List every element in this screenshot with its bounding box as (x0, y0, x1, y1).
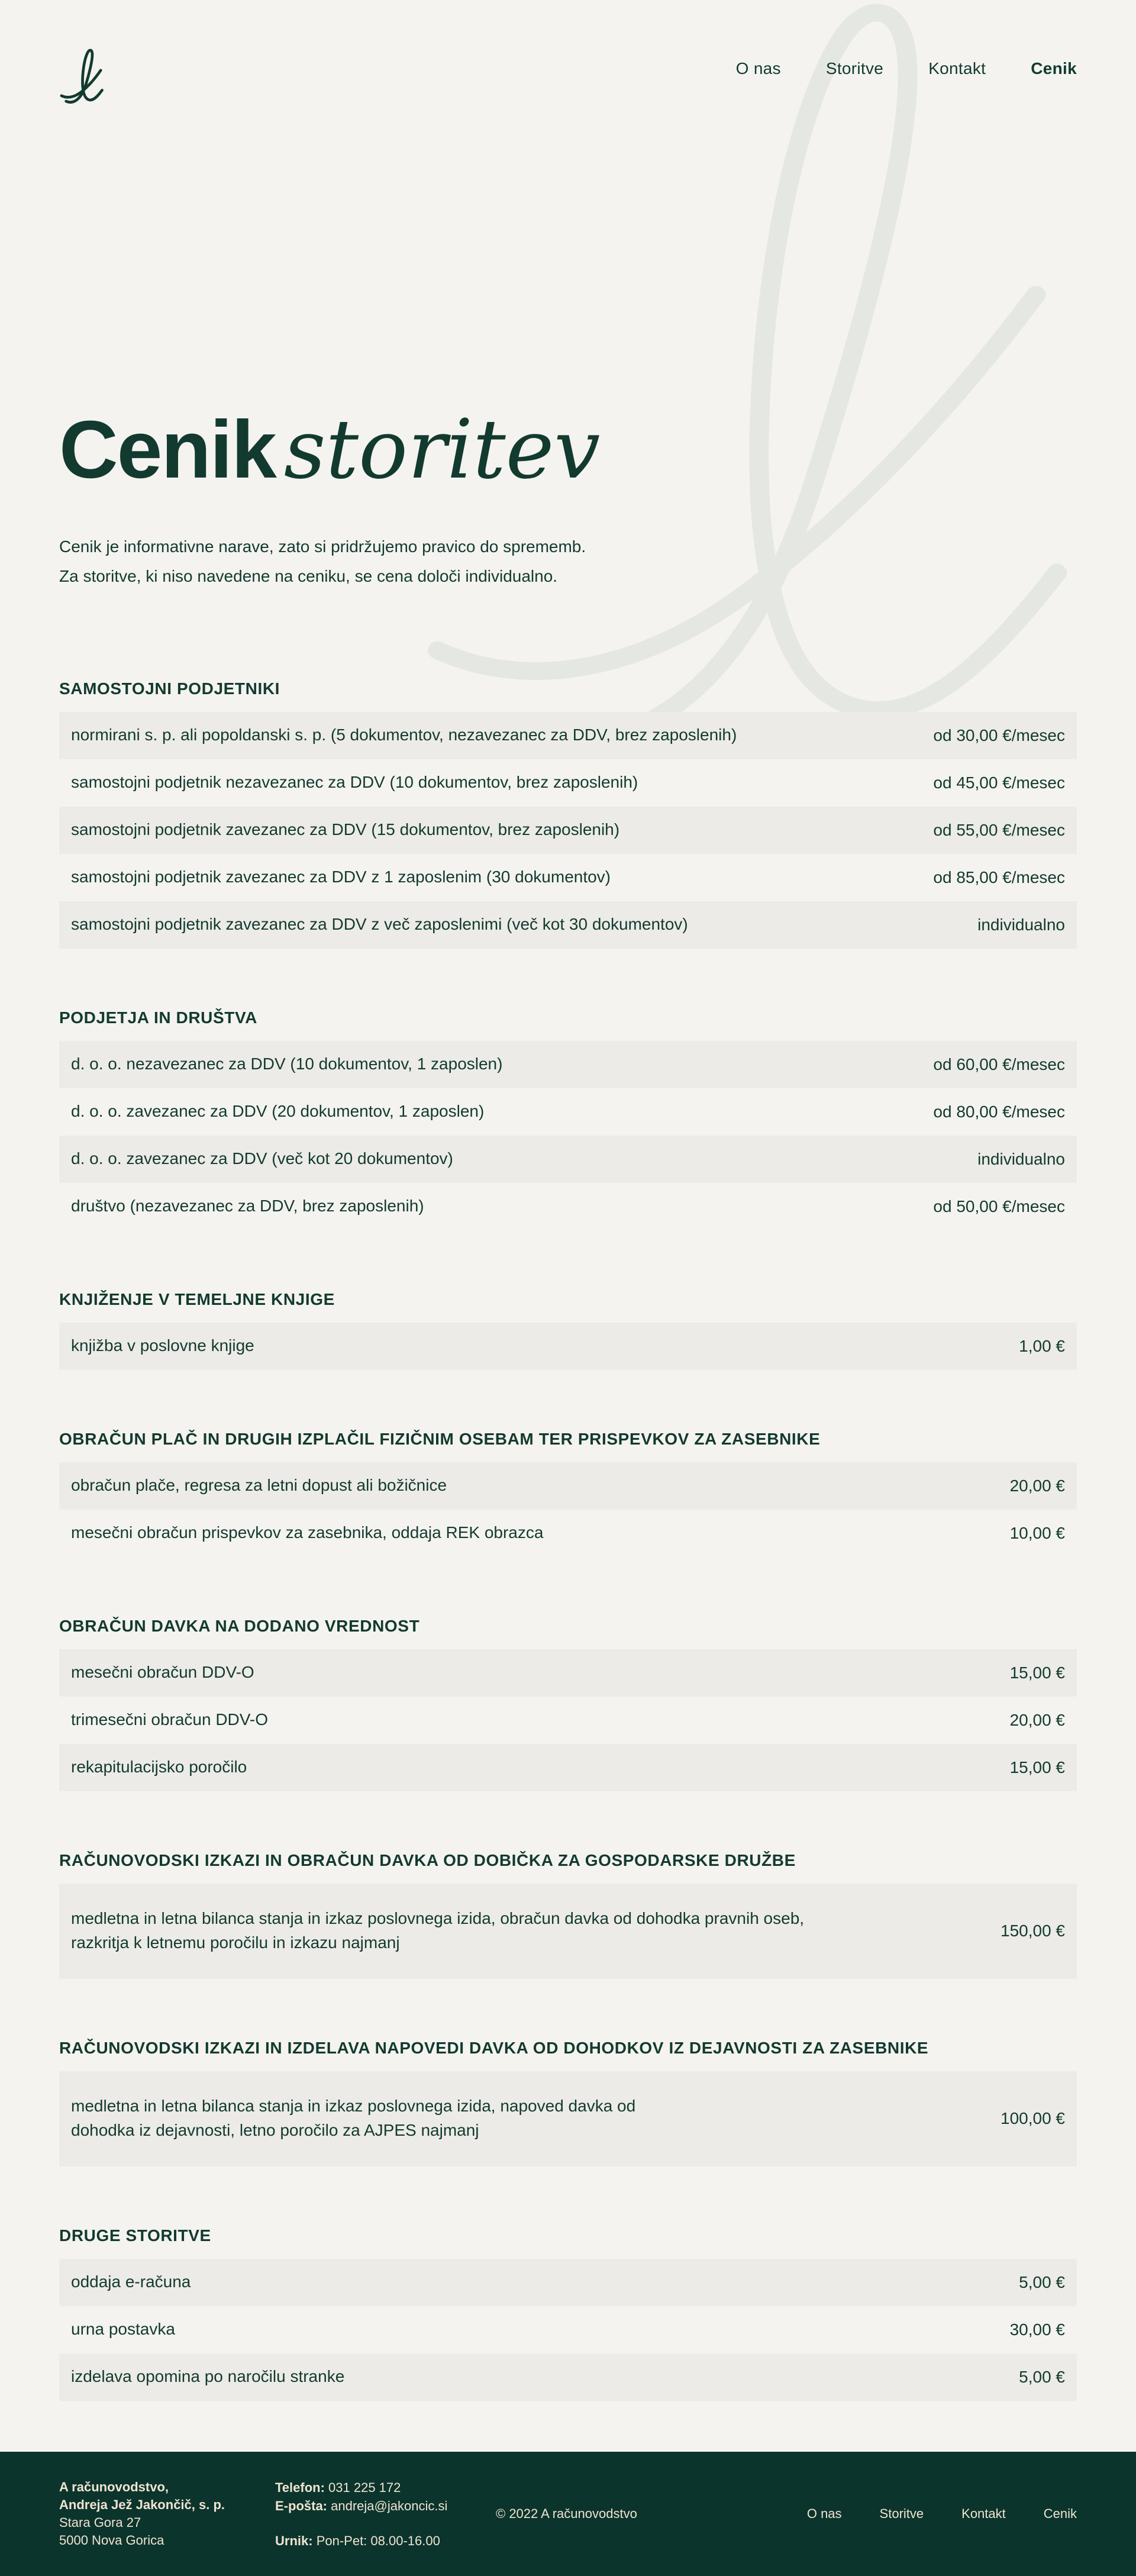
service-price: 20,00 € (1009, 1476, 1065, 1495)
contact-email (275, 2497, 496, 2515)
footer-nav-cenik[interactable]: Cenik (1043, 2506, 1077, 2521)
service-label: mesečni obračun prispevkov za zasebnika, oddaja REK obrazca (71, 1523, 544, 1542)
service-label: medletna in letna bilanca stanja in izkaz poslovnega izida, napoved davka od dohodka iz dejavnosti, letno poročilo za AJPES najmanj (71, 2097, 636, 2140)
page-title (59, 402, 1077, 497)
section-title: OBRAČUN DAVKA NA DODANO VREDNOST (59, 1616, 420, 1635)
price-row (59, 1697, 1077, 1744)
price-row (59, 1744, 1077, 1791)
service-label: urna postavka (71, 2320, 175, 2339)
section-title: RAČUNOVODSKI IZKAZI IN IZDELAVA NAPOVEDI DAVKA OD DOHODKOV IZ DEJAVNOSTI ZA ZASEBNIKE (59, 2038, 929, 2057)
footer-contact (275, 2478, 496, 2550)
service-label: samostojni podjetnik zavezanec za DDV (15 dokumentov, brez zaposlenih) (71, 820, 620, 839)
service-label: samostojni podjetnik zavezanec za DDV z 1 zaposlenim (30 dokumentov) (71, 868, 611, 886)
price-row (59, 854, 1077, 901)
section-obracun-ddv (59, 1616, 1077, 1791)
service-price: 20,00 € (1009, 1710, 1065, 1729)
section-title: OBRAČUN PLAČ IN DRUGIH IZPLAČIL FIZIČNIM OSEBAM TER PRISPEVKOV ZA ZASEBNIKE (59, 1429, 821, 1448)
site-header (0, 0, 1136, 111)
page-title-italic: storitev (283, 402, 601, 497)
service-price: od 85,00 €/mesec (933, 868, 1065, 886)
service-price: 15,00 € (1009, 1758, 1065, 1777)
section-druge-storitve (59, 2226, 1077, 2401)
service-price: 5,00 € (1019, 2367, 1065, 2386)
service-price: od 60,00 €/mesec (933, 1055, 1065, 1073)
site-footer (0, 2452, 1136, 2576)
price-row (59, 1510, 1077, 1557)
price-row (59, 2259, 1077, 2306)
section-title: SAMOSTOJNI PODJETNIKI (59, 679, 280, 698)
pricing-table (59, 1884, 1077, 1979)
service-price: od 45,00 €/mesec (933, 773, 1065, 792)
section-samostojni-podjetniki (59, 679, 1077, 949)
section-title: PODJETJA IN DRUŠTVA (59, 1008, 257, 1027)
main-nav (736, 59, 1077, 78)
section-izkazi-zasebniki (59, 2038, 1077, 2166)
service-price: 100,00 € (1001, 2109, 1065, 2128)
service-label: mesečni obračun DDV-O (71, 1663, 254, 1682)
phone-value: 031 225 172 (328, 2480, 401, 2495)
pricing-tables (59, 679, 1077, 2401)
phone-label: Telefon: (275, 2480, 325, 2495)
service-price: 5,00 € (1019, 2272, 1065, 2291)
pricing-table (59, 1649, 1077, 1791)
price-row (59, 1088, 1077, 1136)
brand-logo-script-a-icon[interactable] (59, 41, 105, 111)
service-price: 1,00 € (1019, 1336, 1065, 1355)
page-subtitle (59, 532, 1077, 591)
pricing-table (59, 2259, 1077, 2401)
contact-hours (275, 2532, 496, 2550)
subtitle-line-2: Za storitve, ki niso navedene na ceniku, se cena določi individualno. (59, 566, 558, 585)
service-label: d. o. o. zavezanec za DDV (več kot 20 dokumentov) (71, 1149, 453, 1168)
nav-item-storitve[interactable]: Storitve (825, 59, 884, 78)
hours-value: Pon-Pet: 08.00-16.00 (316, 2533, 440, 2548)
service-price: individualno (977, 1149, 1065, 1168)
service-price: 30,00 € (1009, 2320, 1065, 2339)
service-price: 15,00 € (1009, 1663, 1065, 1682)
price-row (59, 759, 1077, 807)
footer-nav-o-nas[interactable]: O nas (806, 2506, 842, 2521)
service-price: od 55,00 €/mesec (933, 820, 1065, 839)
section-title: DRUGE STORITVE (59, 2226, 211, 2245)
service-label: normirani s. p. ali popoldanski s. p. (5 dokumentov, nezavezanec za DDV, brez zaposlenih) (71, 726, 737, 744)
service-label: obračun plače, regresa za letni dopust ali božičnice (71, 1476, 447, 1495)
price-row (59, 2353, 1077, 2401)
company-street: Stara Gora 27 (59, 2515, 141, 2530)
section-podjetja-in-drustva (59, 1008, 1077, 1230)
price-row (59, 2306, 1077, 2353)
page-title-bold: Cenik (59, 404, 276, 495)
copyright-text: © 2022 A računovodstvo (496, 2506, 637, 2521)
company-city: 5000 Nova Gorica (59, 2533, 164, 2548)
price-row (59, 1649, 1077, 1697)
service-price: od 80,00 €/mesec (933, 1102, 1065, 1121)
pricing-table (59, 712, 1077, 949)
service-price: od 30,00 €/mesec (933, 726, 1065, 744)
service-price: od 50,00 €/mesec (933, 1197, 1065, 1216)
service-label: oddaja e-računa (71, 2272, 191, 2291)
footer-nav (807, 2506, 1077, 2522)
pricing-table (59, 1462, 1077, 1557)
section-title: RAČUNOVODSKI IZKAZI IN OBRAČUN DAVKA OD DOBIČKA ZA GOSPODARSKE DRUŽBE (59, 1850, 796, 1869)
price-row (59, 1136, 1077, 1183)
service-label: društvo (nezavezanec za DDV, brez zaposlenih) (71, 1197, 424, 1216)
service-price: 150,00 € (1001, 1921, 1065, 1940)
company-name-line-1: A računovodstvo, (59, 2480, 169, 2494)
company-name-line-2: Andreja Jež Jakončič, s. p. (59, 2497, 225, 2512)
service-label: rekapitulacijsko poročilo (71, 1758, 247, 1777)
pricing-table (59, 2071, 1077, 2166)
service-label: d. o. o. nezavezanec za DDV (10 dokumentov, 1 zaposlen) (71, 1055, 503, 1073)
nav-item-cenik[interactable]: Cenik (1031, 59, 1077, 78)
footer-company-address (59, 2478, 275, 2549)
price-row (59, 1462, 1077, 1510)
email-link[interactable]: andreja@jakoncic.si (331, 2498, 448, 2513)
pricing-table (59, 1041, 1077, 1230)
price-row (59, 1041, 1077, 1088)
service-label: trimesečni obračun DDV-O (71, 1710, 269, 1729)
section-knjizenje (59, 1289, 1077, 1370)
nav-item-kontakt[interactable]: Kontakt (928, 59, 986, 78)
nav-item-o-nas[interactable]: O nas (735, 59, 781, 78)
footer-nav-storitve[interactable]: Storitve (879, 2506, 924, 2521)
service-label: knjižba v poslovne knjige (71, 1336, 254, 1355)
price-row (59, 807, 1077, 854)
email-label: E-pošta: (275, 2498, 327, 2513)
price-row (59, 901, 1077, 949)
hero (59, 111, 1077, 591)
price-row (59, 2071, 1077, 2166)
section-obracun-plac (59, 1429, 1077, 1557)
pricing-table (59, 1323, 1077, 1370)
price-row (59, 712, 1077, 759)
service-label: izdelava opomina po naročilu stranke (71, 2367, 345, 2386)
section-title: KNJIŽENJE V TEMELJNE KNJIGE (59, 1289, 335, 1308)
section-izkazi-gospodarske-druzbe (59, 1850, 1077, 1979)
service-label: samostojni podjetnik nezavezanec za DDV (10 dokumentov, brez zaposlenih) (71, 773, 638, 792)
service-price: 10,00 € (1009, 1523, 1065, 1542)
hours-label: Urnik: (275, 2533, 313, 2548)
contact-phone (275, 2478, 496, 2497)
price-row (59, 1183, 1077, 1230)
price-row (59, 1323, 1077, 1370)
service-label: medletna in letna bilanca stanja in izkaz poslovnega izida, obračun davka od dohodka pravnih oseb, razkritja k letnemu poročilu in izkazu najmanj (71, 1909, 805, 1952)
price-row (59, 1884, 1077, 1979)
service-label: d. o. o. zavezanec za DDV (20 dokumentov, 1 zaposlen) (71, 1102, 485, 1121)
footer-nav-kontakt[interactable]: Kontakt (961, 2506, 1006, 2521)
service-price: individualno (977, 915, 1065, 934)
service-label: samostojni podjetnik zavezanec za DDV z več zaposlenimi (več kot 30 dokumentov) (71, 915, 688, 934)
subtitle-line-1: Cenik je informativne narave, zato si pridržujemo pravico do sprememb. (59, 537, 586, 556)
